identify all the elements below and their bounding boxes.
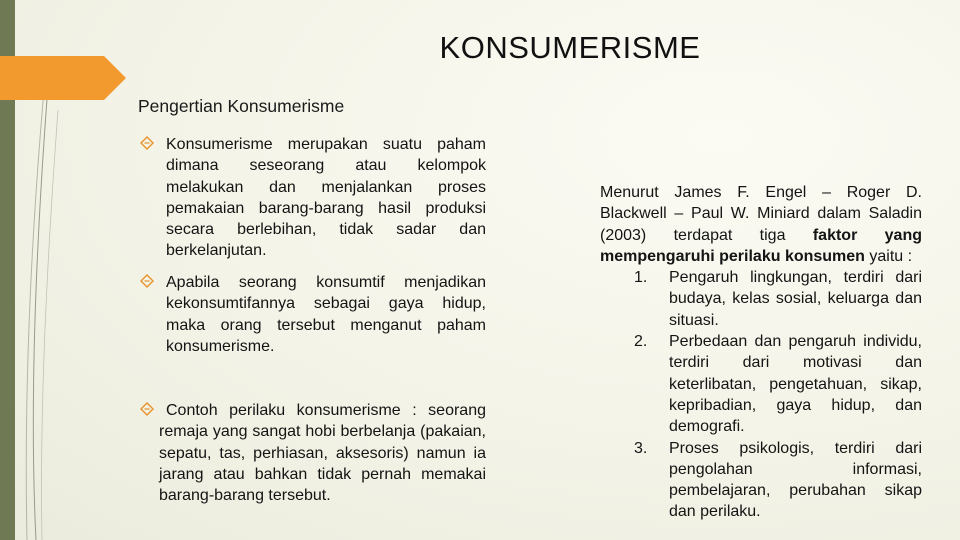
list-number: 1. [634,269,648,287]
list-item [600,267,922,331]
bullet-item [140,134,486,262]
section-subtitle: Pengertian Konsumerisme [138,96,345,116]
factors-column [600,182,922,523]
list-item [600,438,922,523]
bullet-text: Contoh perilaku konsumerisme : seorang remaja yang sangat hobi berbelanja (pakaian, sepatu, tas, perhiasan, aksesoris) namun ia jarang atau bahkan tidak pernah memakai barang-barang tersebut. [159,402,486,505]
factors-list [600,267,922,523]
intro-tail-text: yaitu : [864,247,913,265]
list-number: 2. [634,333,648,351]
list-text: Proses psikologis, terdiri dari pengolahan informasi, pembelajaran, perubahan sikap dan perilaku. [669,439,922,521]
bullet-text: Konsumerisme merupakan suatu paham dimana seseorang atau kelompok melakukan dan menjalankan proses pemakaian barang-barang hasil produksi secara berlebihan, tidak sadar dan berkelanjutan. [166,136,486,260]
bullet-text: Apabila seorang konsumtif menjadikan kekonsumtifannya sebagai gaya hidup, maka orang tersebut menganut paham konsumerisme. [166,274,486,355]
page-title: KONSUMERISME [439,30,701,65]
factors-intro [600,182,922,267]
intro-text: Menurut James F. Engel – Roger D. Blackwell – Paul W. Miniard dalam Saladin (2003) terdapat tiga [600,184,922,244]
diamond-arrow-icon [140,136,154,150]
diamond-arrow-icon [140,402,154,416]
orange-accent-arrow [0,56,126,100]
bullet-item [140,400,486,506]
list-item [600,331,922,437]
bullet-item [140,272,486,357]
list-text: Perbedaan dan pengaruh individu, terdiri dari motivasi dan keterlibatan, pengetahuan, sikap, kepribadian, gaya hidup, dan demografi. [669,333,922,436]
intro-bold-text: faktor yang mempengaruhi perilaku konsumen [600,226,922,265]
diamond-arrow-icon [140,274,154,288]
list-number: 3. [634,439,648,457]
list-text: Pengaruh lingkungan, terdiri dari budaya, kelas sosial, keluarga dan situasi. [669,269,922,329]
